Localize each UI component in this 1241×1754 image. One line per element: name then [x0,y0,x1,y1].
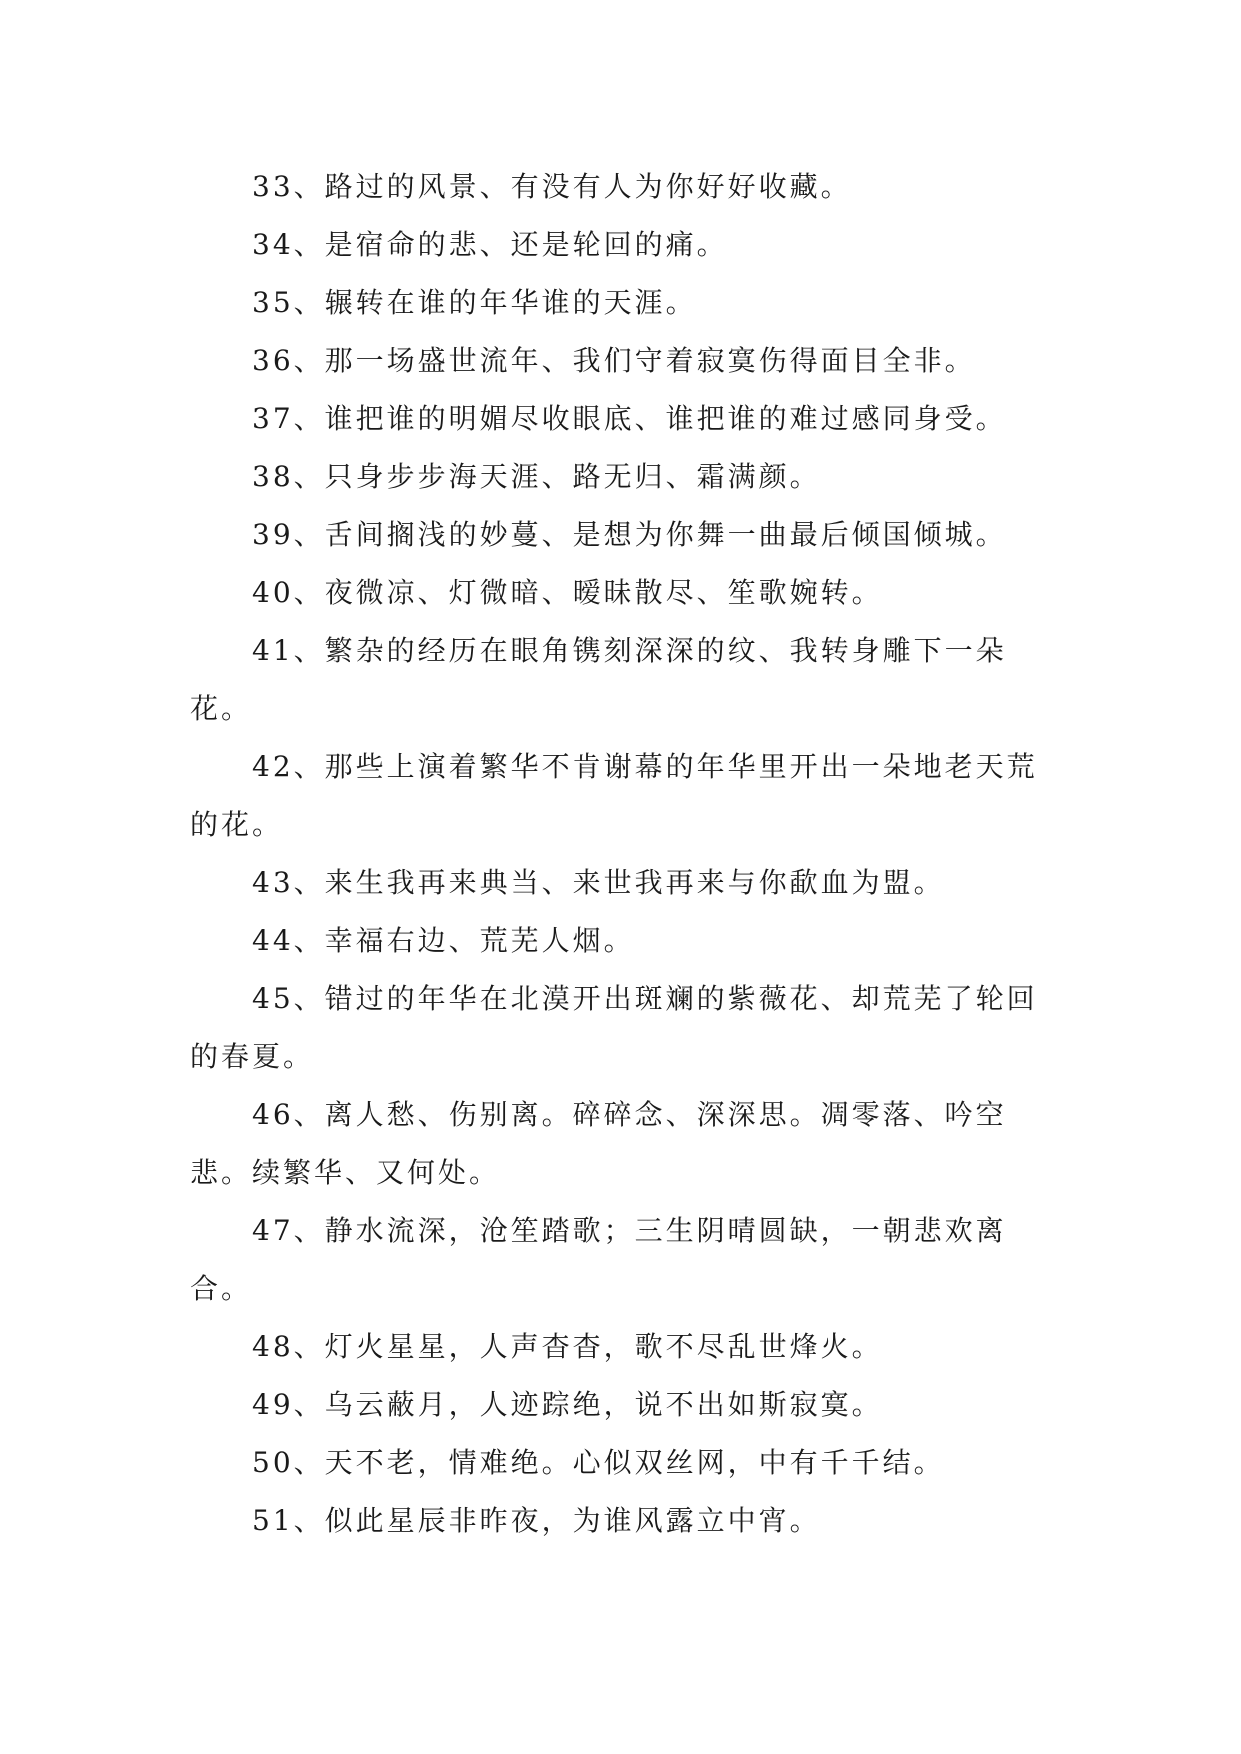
quote-line: 50、天不老，情难绝。心似双丝网，中有千千结。 [252,1446,945,1479]
quote-line: 46、离人愁、伤别离。碎碎念、深深思。凋零落、吟空悲。续繁华、又何处。 [190,1098,1007,1189]
quote-line: 43、来生我再来典当、来世我再来与你歃血为盟。 [252,866,945,899]
quote-line: 48、灯火星星，人声杳杳，歌不尽乱世烽火。 [252,1330,883,1363]
quote-line: 34、是宿命的悲、还是轮回的痛。 [252,228,728,261]
quote-line: 40、夜微凉、灯微暗、暧昧散尽、笙歌婉转。 [252,576,883,609]
document-body [190,158,1050,1550]
quote-line: 47、静水流深，沧笙踏歌；三生阴晴圆缺，一朝悲欢离合。 [190,1214,1007,1305]
quote-line: 33、路过的风景、有没有人为你好好收藏。 [252,170,852,203]
quote-line: 49、乌云蔽月，人迹踪绝，说不出如斯寂寞。 [252,1388,883,1421]
quote-line: 45、错过的年华在北漠开出斑斓的紫薇花、却荒芜了轮回的春夏。 [190,982,1038,1073]
quote-line: 36、那一场盛世流年、我们守着寂寞伤得面目全非。 [252,344,976,377]
quote-line: 39、舌间搁浅的妙蔓、是想为你舞一曲最后倾国倾城。 [252,518,1007,551]
quote-line: 35、辗转在谁的年华谁的天涯。 [252,286,697,319]
quote-line: 41、繁杂的经历在眼角镌刻深深的纹、我转身雕下一朵花。 [190,634,1007,725]
quote-line: 42、那些上演着繁华不肯谢幕的年华里开出一朵地老天荒的花。 [190,750,1038,841]
quote-line: 51、似此星辰非昨夜，为谁风露立中宵。 [252,1504,821,1537]
quote-line: 38、只身步步海天涯、路无归、霜满颜。 [252,460,821,493]
quote-line: 37、谁把谁的明媚尽收眼底、谁把谁的难过感同身受。 [252,402,1007,435]
quote-line: 44、幸福右边、荒芜人烟。 [252,924,635,957]
